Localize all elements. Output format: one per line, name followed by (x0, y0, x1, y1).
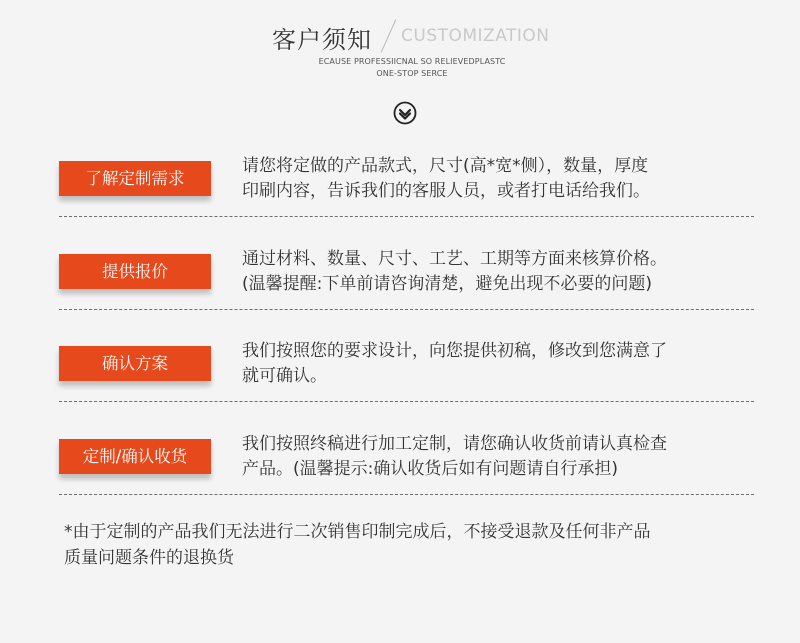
dashed-divider (59, 401, 754, 402)
header (0, 0, 800, 140)
step-description-line: 我们按照终稿进行加工定制，请您确认收货前请认真检查 (242, 434, 667, 454)
step-description-line: (温馨提醒:下单前请咨询清楚，避免出现不必要的问题) (242, 274, 652, 294)
step-label: 定制/确认收货 (59, 439, 211, 474)
step-description-line: 通过材料、数量、尺寸、工艺、工期等方面来核算价格。 (242, 249, 667, 269)
step-description-line: 请您将定做的产品款式，尺寸(高*宽*侧），数量，厚度 (242, 156, 649, 176)
subtitle-line-1: ECAUSE PROFESSIICNAL SO RELIEVEDPLASTC (318, 57, 506, 66)
step-description-line: 就可确认。 (242, 366, 327, 386)
footer-disclaimer-line: *由于定制的产品我们无法进行二次销售印制完成后，不接受退款及任何非产品 (64, 522, 651, 542)
step-description-line: 我们按照您的要求设计，向您提供初稿，修改到您满意了 (242, 341, 667, 361)
step-label: 提供报价 (59, 254, 211, 289)
step-description (242, 247, 772, 297)
page-title-english: CUSTOMIZATION (401, 26, 550, 46)
step-description (242, 154, 772, 204)
subtitle-line-2: ONE-STOP SERCE (376, 69, 448, 78)
footer-disclaimer-line: 质量问题条件的退换货 (64, 548, 234, 568)
step-description-line: 印刷内容，告诉我们的客服人员，或者打电话给我们。 (242, 181, 650, 201)
footer-disclaimer (64, 519, 774, 571)
dashed-divider (59, 309, 754, 310)
dashed-divider (59, 494, 754, 495)
dashed-divider (59, 216, 754, 217)
step-description-line: 产品。(温馨提示:确认收货后如有问题请自行承担) (242, 459, 618, 479)
step-description (242, 339, 772, 389)
step-label: 确认方案 (59, 346, 211, 381)
circle-chevron-down-icon (393, 101, 417, 125)
step-description (242, 432, 772, 482)
title-divider-slash (381, 19, 397, 52)
step-label: 了解定制需求 (59, 161, 211, 196)
page-title: 客户须知 (272, 26, 372, 54)
